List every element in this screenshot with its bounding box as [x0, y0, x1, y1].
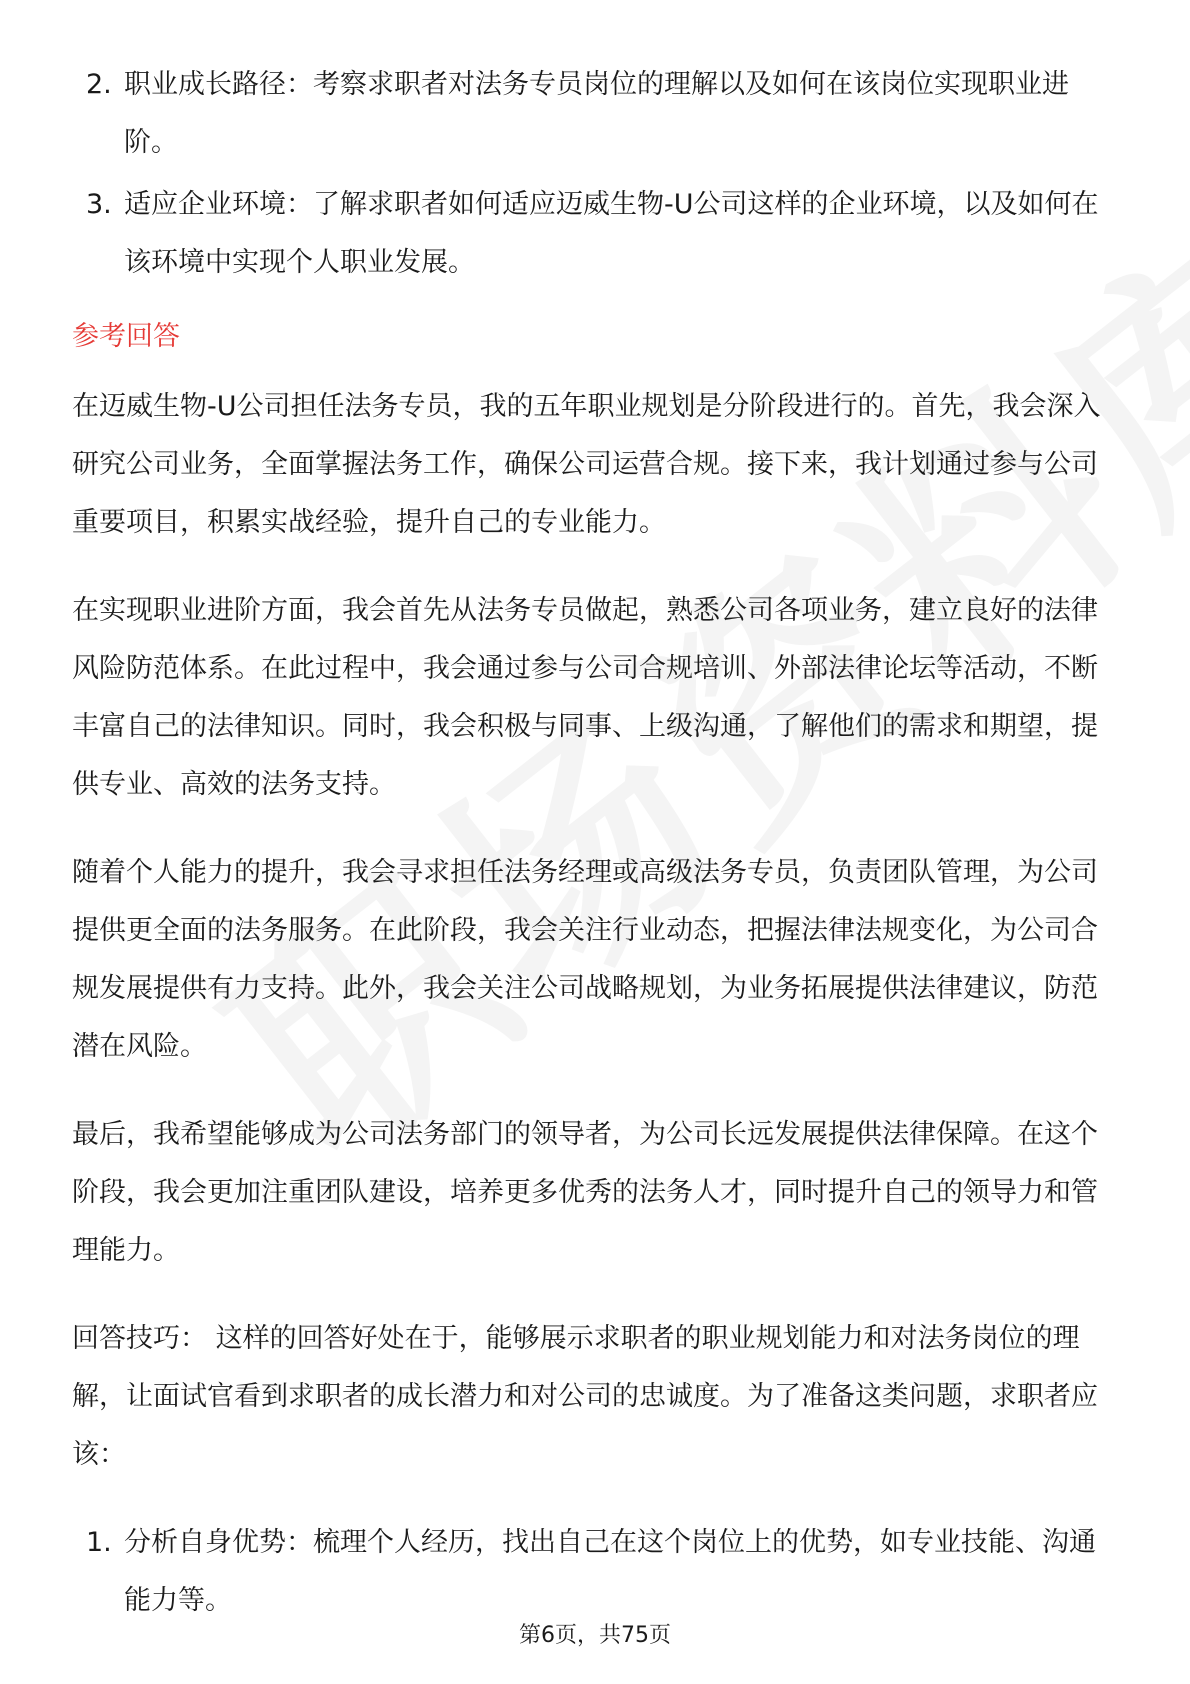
list-item: [72, 56, 1122, 172]
list-item-text: 分析自身优势：梳理个人经历，找出自己在这个岗位上的优势，如专业技能、沟通能力等。: [124, 1527, 1096, 1616]
list-item-text: 适应企业环境：了解求职者如何适应迈威生物-U公司这样的企业环境，以及如何在该环境中实现个人职业发展。: [124, 189, 1099, 278]
answer-tips-paragraph: 回答技巧： 这样的回答好处在于，能够展示求职者的职业规划能力和对法务岗位的理解，让面试官看到求职者的成长潜力和对公司的忠诚度。为了准备这类问题，求职者应该：: [72, 1323, 1098, 1470]
list-item-number: 1.: [86, 1527, 112, 1558]
list-item-number: 3.: [86, 189, 112, 220]
section-title: 参考回答: [72, 321, 180, 352]
paragraph: 随着个人能力的提升，我会寻求担任法务经理或高级法务专员，负责团队管理，为公司提供更全面的法务服务。在此阶段，我会关注行业动态，把握法律法规变化，为公司合规发展提供有力支持。此外，我会关注公司战略规划，为业务拓展提供法律建议，防范潜在风险。: [72, 857, 1098, 1062]
paragraph: 在迈威生物-U公司担任法务专员，我的五年职业规划是分阶段进行的。首先，我会深入研究公司业务，全面掌握法务工作，确保公司运营合规。接下来，我计划通过参与公司重要项目，积累实战经验，提升自己的专业能力。: [72, 391, 1101, 538]
list-item: [72, 176, 1122, 292]
paragraph: 最后，我希望能够成为公司法务部门的领导者，为公司长远发展提供法律保障。在这个阶段，我会更加注重团队建设，培养更多优秀的法务人才，同时提升自己的领导力和管理能力。: [72, 1119, 1098, 1266]
list-item: [72, 1514, 1122, 1630]
list-item-number: 2.: [86, 69, 112, 100]
list-item-text: 职业成长路径：考察求职者对法务专员岗位的理解以及如何在该岗位实现职业进阶。: [124, 69, 1069, 158]
document-content: [72, 56, 1122, 1630]
paragraph: 在实现职业进阶方面，我会首先从法务专员做起，熟悉公司各项业务，建立良好的法律风险防范体系。在此过程中，我会通过参与公司合规培训、外部法律论坛等活动，不断丰富自己的法律知识。同时，我会积极与同事、上级沟通，了解他们的需求和期望，提供专业、高效的法务支持。: [72, 595, 1098, 800]
page-footer: 第6页，共75页: [519, 1623, 671, 1648]
